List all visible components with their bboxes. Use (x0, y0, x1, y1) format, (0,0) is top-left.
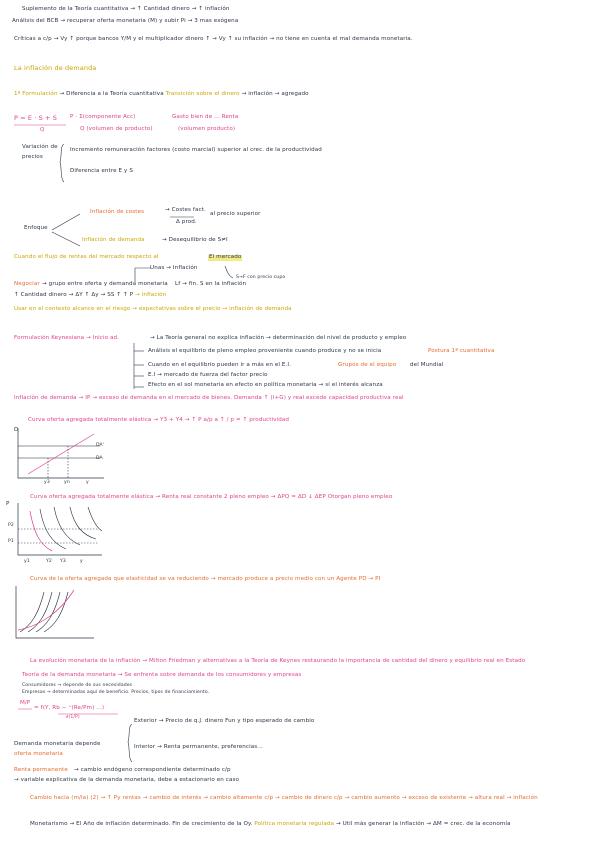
depends-exterior: Exterior → Precio de q.J. dinero Fun y tipo esperado de cambio (134, 718, 315, 724)
formula-denominator: Q (40, 127, 45, 133)
change-chain: Cambio hacia (m/la) (2) → ↑ Py rentas → cambio de interés → cambio altamente c/p → cambio de dinero c/p → cambio aumento → exceso de existente → altura real → inflación (30, 795, 538, 801)
graph-1-ylabel: D (14, 427, 19, 433)
negotiate-label: Negociar (14, 281, 40, 287)
depends-interior: Interior → Renta permanente, preferencias... (134, 744, 263, 750)
note-bcb-analysis: Análisis del BCB → recuperar oferta monetaria (M) y subir Pi → 3 mas exógena (12, 18, 239, 24)
money-demand-depends: Demanda monetaria depende (14, 741, 101, 747)
keynes-point-1: Análisis el equilibrio de pleno empleo proveniente cuando produce y no se inicia (148, 348, 382, 354)
graph-2-x4: y (80, 559, 83, 564)
graph-2-p2: P2 (8, 523, 14, 528)
formula-component-4: (volumen producto) (178, 126, 236, 132)
money-demand-frac-den: ∂(1/P) (66, 715, 80, 720)
consumers-note: Consumidores → depende de sus necesidades (22, 683, 133, 688)
keynes-point-4: Efecto en el sol monetaria en efecto en política monetaria → si el interés alcanza (148, 382, 383, 388)
first-formulation-highlight: Transición sobre el dinero (165, 91, 240, 97)
variation-difference: Diferencia entre E y S (70, 168, 133, 174)
cost-inflation-ratio: → Costes fact. (165, 207, 206, 213)
flow-label-unas: Unas → Inflación (150, 265, 198, 271)
formula-component-1: P · Σ(componente Acc) (70, 114, 136, 120)
curve-2-caption: Curva oferta agregada totalmente elástica → Renta real constante 2 pleno empleo → ΔPQ = ΔD ↓ ΔEP Otorgan pleno empleo (30, 494, 393, 500)
negotiate-lf: Lf → fin. S en la inflación (175, 281, 247, 287)
keynes-point-2: Cuando en el equilibrio pueden ir a más en el E.I. (148, 362, 292, 368)
demand-inflation-def-head: Inflación de demanda → IP → exceso de demanda en el mercado de bienes. Demanda ↑ (I+G) y real excede capacidad productiva real (14, 395, 404, 401)
monetarism-text: Monetarismo → El Año de inflación determinado. Fin de crecimiento de la Oy. (30, 821, 253, 827)
keynes-point-2-tail: del Mundial (410, 362, 444, 368)
firms-note: Empresas → determinadas aquí de beneficio. Precios, tipos de financiamiento. (22, 690, 210, 695)
money-demand-function: = f(Y, Rb − ⁺(Re/Pm) ...) (34, 705, 105, 711)
permanent-income-note-2: → variable explicativa de la demanda monetaria, debe a estacionario en caso (14, 777, 240, 783)
first-formulation-label: 1ª Formulación (14, 91, 58, 97)
quantity-money-a: ↑ Cantidad dinero → ΔY ↑ (14, 292, 90, 298)
keynesian-formulation-text: → La Teoría general no explica inflación → determinación del nivel de producto y empleo (150, 335, 407, 341)
graph-1-x3: y (86, 480, 89, 485)
context-expectations: Usar en el contexto alcance en el riesgo → expectativas sobre el precio → inflación de demanda (14, 306, 292, 312)
variation-label-1: Variación de (22, 144, 58, 150)
first-formulation-text: → Diferencia a la Teoría cuantitativa (59, 91, 164, 97)
demand-inflation-definition (14, 396, 404, 402)
permanent-income-note-1: → cambio endógeno correspondiente determinado c/p (74, 767, 231, 773)
formula-component-3: Gasto bien de ... Renta (172, 114, 239, 120)
formula-component-2: Q (volumen de producto) (80, 126, 153, 132)
money-demand-frac-num: M/P (20, 700, 31, 706)
cost-inflation-tail: al precio superior (210, 211, 261, 217)
graph-3 (10, 586, 100, 646)
flow-of-rents: Cuando el flujo de rentas del mercado respecto al (14, 254, 159, 260)
graph-2-p1: P1 (8, 539, 14, 544)
monetarism-row (30, 822, 511, 828)
section-heading-demand-inflation: La inflación de demanda (14, 64, 97, 72)
demand-theory: Teoría de la demanda monetaria → Se enfrenta sobre demanda de los consumidores y empresas (22, 672, 302, 678)
first-formulation-tail: → inflación → agregado (241, 91, 309, 97)
money-supply-label: oferta monetaria (14, 751, 63, 757)
cost-inflation-label: Inflación de costes (90, 209, 145, 215)
note-quantity-theory: Suplemento de la Teoría cuantitativa → ↑ Cantidad dinero → ↑ inflación (22, 6, 230, 12)
keynes-point-1-tail: Postura 1ª cuantitativa (428, 348, 495, 354)
flow-market: El mercado (209, 254, 242, 260)
curve-1-caption: Curva oferta agregada totalmente elástica → Y3 + Y4 → ↑ P a/p a ↑ / p = ↑ productividad (28, 417, 290, 423)
quantity-money-b: Δy → SS ↑ ↑ P (91, 292, 134, 298)
keynes-point-2-group: Grupos de el equipo (338, 362, 397, 368)
monetarism-policy: Política monetaria regulada (254, 821, 335, 827)
variation-brace (58, 144, 68, 184)
variation-label-2: precios (22, 154, 43, 160)
graph-2-x3: Y3 (60, 559, 66, 564)
approach-label: Enfoque (24, 225, 48, 231)
negotiate-text: → grupo entre oferta y demanda monetaria (42, 281, 168, 287)
graph-1-series-da2: DA' (96, 443, 105, 448)
first-formulation-row (14, 92, 309, 98)
approach-branches (52, 212, 92, 252)
demand-inflation-tail: → Desequilibrio de S≠I (162, 237, 228, 243)
monetary-evolution: La evolución monetaria de la inflación → Milton Friedman y alternativas a la Teoría de Keynes restaurando la importancia de cantidad del dinero y equilibrio real en Estado (30, 658, 526, 664)
demand-inflation-label: Inflación de demanda (82, 237, 145, 243)
cost-inflation-ratio-den: Δ prod. (176, 219, 197, 225)
graph-2-x2: Y2 (46, 559, 52, 564)
graph-1-series-da: DA (96, 456, 103, 461)
graph-2 (12, 503, 112, 563)
price-formula: P = E · S + S (14, 114, 57, 122)
monetarism-tail: → Util más generar la inflación → ΔM = crec. de la economía (335, 821, 511, 827)
quantity-money-row (14, 293, 166, 299)
note-criticism: Críticas a c/p → Vy ↑ porque bancos Y/M y el multiplicador dinero ↑ → Vy ↑ su inflación → no tiene en cuenta el mal demanda monetaria. (14, 36, 413, 42)
variation-cost-remuneration: Incremento remuneración factores (costo marcial) superior al crec. de la productividad (70, 147, 322, 153)
negotiate-sf: S→F con precio cupo (236, 275, 286, 280)
graph-1-x2: yn (64, 480, 70, 485)
keynesian-formulation-label: Formulación Keynesiana → Inicio ad. (14, 335, 120, 341)
graph-2-x1: y1 (24, 559, 30, 564)
curve-3-caption: Curva de la oferta agregada que elasticidad se va reduciendo → mercado produce a precio medio con un Agente PD → PI (30, 576, 381, 582)
graph-1-x1: y3 (44, 480, 50, 485)
keynes-point-3: E.I → mercado de fuerza del factor precio (148, 372, 268, 378)
quantity-money-c: → inflación (135, 292, 167, 298)
flow-arrows (125, 258, 245, 288)
graph-2-ylabel: P (6, 501, 10, 507)
permanent-income-label: Renta permanente (14, 767, 68, 773)
